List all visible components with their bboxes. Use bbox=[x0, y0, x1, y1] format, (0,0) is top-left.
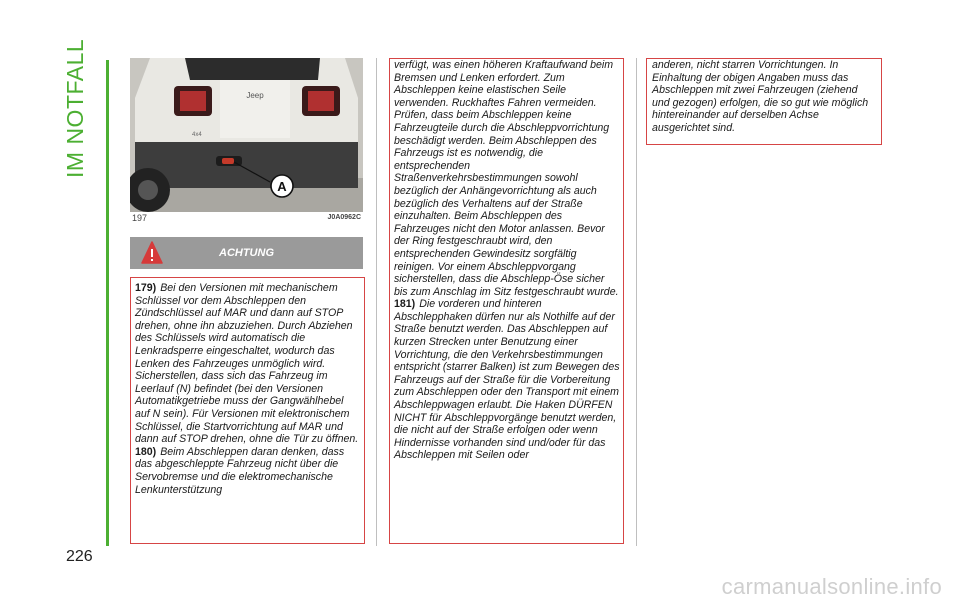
warning-item-180 bbox=[135, 446, 361, 496]
warning-box-column-3 bbox=[646, 58, 882, 145]
watermark: carmanualsonline.info bbox=[721, 574, 942, 599]
warning-item-text: Die vorderen und hinteren Abschlepphaken dürfen nur als Nothilfe auf der Straße benutzt werden. Das Abschleppen auf kurzen Strecken unter Benutzung einer Vorrichtung, die den Verkehrsbestimmungen entspricht (starrer Balken) ist zum Bewegen des Fahrzeugs auf der Straße für die Vorbereitung zum Abschleppen oder den Transport mit einem Abschleppwagen erlaubt. Die Haken DÜRFEN NICHT für Abschleppvorgänge benutzt werden, die nicht auf der Straße erfolgen oder wenn Hindernisse vorhanden sind und/oder für das Abschleppen mit Seilen oder bbox=[394, 298, 620, 462]
warning-box-column-2 bbox=[389, 58, 624, 544]
car-rear-illustration bbox=[130, 58, 363, 212]
warning-item-number: 180) bbox=[135, 445, 157, 458]
warning-item-number: 179) bbox=[135, 282, 157, 294]
warning-item-text: Beim Abschleppen daran denken, dass das abgeschleppte Fahrzeug nicht über die Servobremse und die elektromechanische Lenkunterstützung bbox=[135, 445, 345, 496]
column-divider bbox=[376, 58, 377, 546]
warning-item-181 bbox=[394, 298, 620, 462]
warning-item-179 bbox=[135, 282, 361, 446]
callout-label: A bbox=[277, 179, 287, 194]
column-divider bbox=[636, 58, 637, 546]
warning-item-number: 181) bbox=[394, 298, 416, 311]
warning-item-text: Bei den Versionen mit mechanischem Schlüssel vor dem Abschleppen den Zündschlüssel auf MAR und dann auf STOP drehen, ohne ihn abzuziehen. Durch Abziehen des Schlüssels wird automatisch die Lenkradsperre eingeschaltet, wodurch das Lenken des Fahrzeuges unmöglich wird. Sicherstellen, dass sich das Fahrzeug im Leerlauf (N) befindet (bei den Versionen Automatikgetriebe muss der Gangwählhebel auf N sein). Für Versionen mit elektronischem Schlüssel, die Startvorrichtung auf MAR und dann auf STOP drehen, ohne die Tür zu öffnen. bbox=[135, 282, 359, 446]
page-number: 226 bbox=[66, 548, 93, 565]
brand-badge: Jeep bbox=[246, 91, 264, 100]
warning-triangle-icon bbox=[141, 241, 163, 265]
model-badge: 4x4 bbox=[192, 132, 202, 138]
figure-code: J0A0962C bbox=[327, 214, 361, 221]
warning-continuation-181: anderen, nicht starren Vorrichtungen. In Einhaltung der obigen Angaben muss das Abschleppen mit zwei Fahrzeugen (ziehend und gezogen) erfolgen, die so gut wie möglich hintereinander auf derselben Achse ausgerichtet sind. bbox=[652, 59, 869, 134]
figure-photo bbox=[130, 58, 363, 212]
warning-continuation-180: verfügt, was einen höheren Kraftaufwand beim Bremsen und Lenken erfordert. Zum Abschleppen keine elastischen Seile verwenden. Ruckhaftes Fahren vermeiden. Prüfen, dass beim Abschleppen keine Fahrzeugteile durch die Abschleppvorrichtung beschädigt werden. Beim Abschleppen des Fahrzeugs ist es notwendig, die entsprechenden Straßenverkehrsbestimmungen sowohl bezüglich der Anhängevorrichtung als auch bezüglich des Verhaltens auf der Straße einzuhalten. Beim Abschleppen des Fahrzeuges nicht den Motor anlassen. Bevor der Ring festgeschraubt wird, den entsprechenden Gewindesitz sorgfältig reinigen. Vor einem Abschleppvorgang sicherstellen, dass die Abschlepp-Öse sicher bis zum Anschlag im Sitz festgeschraubt wurde. bbox=[394, 59, 619, 298]
chapter-title: IM NOTFALL bbox=[62, 38, 88, 178]
chapter-rule bbox=[106, 60, 109, 546]
warning-header: ACHTUNG bbox=[130, 237, 363, 269]
figure-caption bbox=[130, 213, 363, 225]
figure-number: 197 bbox=[132, 213, 148, 223]
warning-box-column-1 bbox=[130, 277, 365, 544]
